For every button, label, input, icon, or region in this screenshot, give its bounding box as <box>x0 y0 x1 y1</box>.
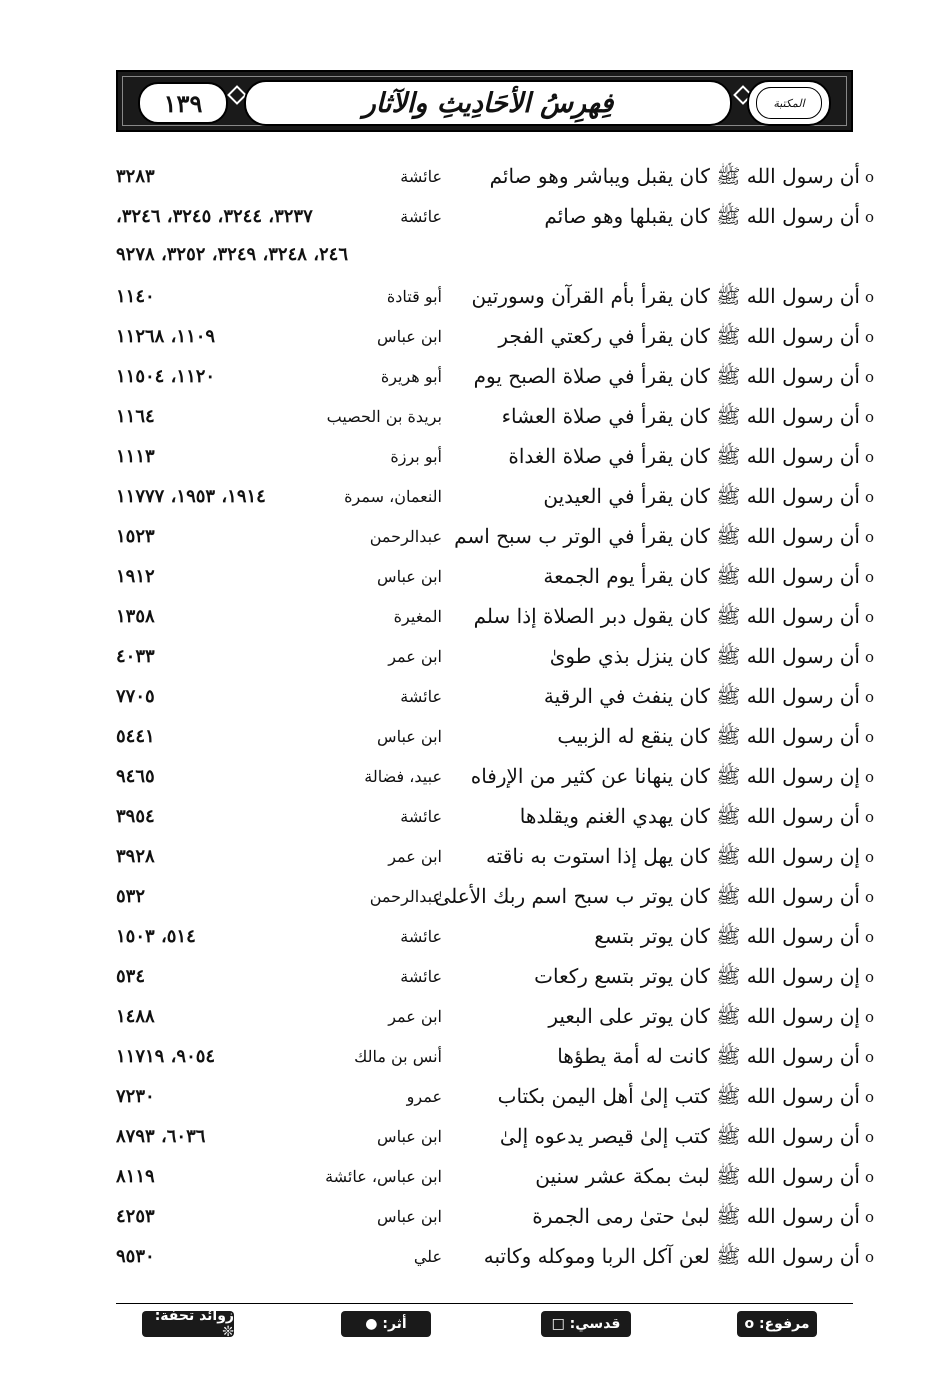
hadith-text <box>502 404 874 433</box>
legend-qudsi <box>541 1311 631 1337</box>
hadith-text <box>472 284 874 313</box>
narrator: عبدالرحمن <box>369 527 442 546</box>
hadith-text <box>434 884 874 913</box>
marfu-marker: o <box>864 488 874 506</box>
hadith-opening: أن رسول الله ﷺ كان ينزل بذي طوىٰ <box>549 644 860 668</box>
hadith-text <box>557 724 874 753</box>
reference-numbers: ٥٤٤١ <box>116 726 155 747</box>
narrator: أبو هريرة <box>380 367 442 386</box>
reference-numbers: ٧٧٠٥ <box>116 686 155 707</box>
hadith-text <box>535 1164 874 1193</box>
narrator: ابن عمر <box>388 847 442 866</box>
hadith-text <box>534 964 874 993</box>
reference-numbers: ١٣٥٨ <box>116 606 155 627</box>
hadith-text <box>544 684 874 713</box>
index-entry <box>112 524 874 558</box>
narrator: عمرو <box>406 1087 442 1106</box>
hadith-opening: أن رسول الله ﷺ كتب إلىٰ قيصر يدعوه إلىٰ <box>499 1124 860 1148</box>
index-entry <box>112 444 874 478</box>
marfu-marker: o <box>864 728 874 746</box>
hadith-opening: إن رسول الله ﷺ كان يهل إذا استوت به ناقته <box>486 844 860 868</box>
index-entry <box>112 1004 874 1038</box>
narrator: عائشة <box>400 167 442 186</box>
hadith-opening: إن رسول الله ﷺ كان يوتر بتسع ركعات <box>534 964 860 988</box>
reference-numbers: ١٩١٤، ١٩٥٣، ١١٧٧٧ <box>116 486 266 507</box>
hadith-opening: أن رسول الله ﷺ كان يقرأ يوم الجمعة <box>543 564 860 588</box>
page-number: ١٣٩ <box>163 88 203 118</box>
hadith-text <box>508 444 874 473</box>
marfu-marker: o <box>864 1048 874 1066</box>
hadith-text <box>532 1204 874 1233</box>
hadith-opening: أن رسول الله ﷺ كان يهدي الغنم ويقلدها <box>519 804 860 828</box>
reference-numbers: ٨١١٩ <box>116 1166 155 1187</box>
index-entry <box>112 844 874 878</box>
hadith-text <box>548 1004 874 1033</box>
hadith-opening: أن رسول الله ﷺ كان ينفث في الرقية <box>543 684 860 708</box>
marfu-marker: o <box>864 968 874 986</box>
reference-numbers: ٣٢٣٧، ٣٢٤٤، ٣٢٤٥، ٣٢٤٦، <box>116 206 313 227</box>
legend-athar-label: أثر: ● <box>365 1316 407 1332</box>
page-number-frame <box>138 82 228 124</box>
footer-rule <box>116 1303 853 1304</box>
index-entry <box>112 644 874 678</box>
legend-athar <box>341 1311 431 1337</box>
narrator: عبدالرحمن <box>369 887 442 906</box>
narrator: عبيد، فضالة <box>364 767 442 786</box>
narrator: المغيرة <box>393 607 442 626</box>
hadith-opening: أن رسول الله ﷺ لعن آكل الربا وموكله وكاتبه <box>483 1244 860 1268</box>
hadith-text <box>474 604 874 633</box>
reference-numbers: ١٥٢٣ <box>116 526 155 547</box>
hadith-text <box>557 1044 874 1073</box>
narrator: ابن عباس <box>377 1207 442 1226</box>
narrator: علي <box>413 1247 442 1266</box>
page-title: فِهرِسُ الأحَادِيثِ والآثار <box>362 87 614 119</box>
hadith-text <box>550 644 874 673</box>
reference-numbers: ٥٣٤ <box>116 966 146 987</box>
narrator: ابن عمر <box>388 1007 442 1026</box>
marfu-marker: o <box>864 1208 874 1226</box>
index-entry <box>112 1124 874 1158</box>
hadith-opening: أن رسول الله ﷺ لبث بمكة عشر سنين <box>535 1164 860 1188</box>
hadith-text <box>520 804 874 833</box>
hadith-text <box>474 364 874 393</box>
hadith-text <box>498 1084 874 1113</box>
reference-numbers: ٩٠٥٤، ١١٧١٩ <box>116 1046 216 1067</box>
marfu-marker: o <box>864 208 874 226</box>
narrator: ابن عباس، عائشة <box>325 1167 442 1186</box>
marfu-marker: o <box>864 888 874 906</box>
hadith-text <box>594 924 874 953</box>
hadith-opening: أن رسول الله ﷺ كتب إلىٰ أهل اليمن بكتاب <box>497 1084 860 1108</box>
reference-numbers: ٥٣٢ <box>116 886 146 907</box>
narrator: عائشة <box>400 807 442 826</box>
hadith-opening: أن رسول الله ﷺ كان يقرأ في العيدين <box>543 484 860 508</box>
narrator: أنس بن مالك <box>354 1047 442 1066</box>
marfu-marker: o <box>864 288 874 306</box>
hadith-text <box>543 484 874 513</box>
reference-numbers: ٩٥٣٠ <box>116 1246 155 1267</box>
index-entry <box>112 884 874 918</box>
index-entry <box>112 1244 874 1278</box>
reference-numbers: ٣٢٨٣ <box>116 166 155 187</box>
marfu-marker: o <box>864 608 874 626</box>
index-entry <box>112 164 874 198</box>
index-entry <box>112 964 874 998</box>
reference-numbers: ١١٢٠، ١١٥٠٤ <box>116 366 216 387</box>
reference-numbers: ١١٤٠ <box>116 286 155 307</box>
narrator: ابن عباس <box>377 1127 442 1146</box>
hadith-opening: أن رسول الله ﷺ لبىٰ حتىٰ رمى الجمرة <box>532 1204 860 1228</box>
hadith-text <box>454 524 874 553</box>
reference-numbers: ١١١٣ <box>116 446 155 467</box>
reference-numbers: ١٤٨٨ <box>116 1006 155 1027</box>
hadith-text <box>486 844 874 873</box>
hadith-opening: أن رسول الله ﷺ كان يقرأ في الوتر ب سبح اسم <box>454 524 860 548</box>
index-entry <box>112 204 874 238</box>
reference-numbers: ٧٢٣٠ <box>116 1086 155 1107</box>
reference-numbers: ٤٢٥٣ <box>116 1206 155 1227</box>
index-entry <box>112 284 874 318</box>
index-entry <box>112 484 874 518</box>
index-entry <box>112 324 874 358</box>
hadith-text <box>484 1244 874 1273</box>
hadith-text <box>543 564 874 593</box>
reference-numbers: ٣٩٥٤ <box>116 806 155 827</box>
hadith-text <box>500 1124 874 1153</box>
narrator: عائشة <box>400 207 442 226</box>
narrator: ابن عمر <box>388 647 442 666</box>
narrator: عائشة <box>400 687 442 706</box>
narrator: النعمان، سمرة <box>344 487 442 506</box>
hadith-opening: إن رسول الله ﷺ كان يوتر على البعير <box>548 1004 860 1028</box>
marfu-marker: o <box>864 168 874 186</box>
legend-zawaid <box>142 1308 234 1340</box>
index-entry <box>112 764 874 798</box>
reference-numbers: ٦٠٣٦، ٨٧٩٣ <box>116 1126 206 1147</box>
narrator: عائشة <box>400 927 442 946</box>
index-entry <box>112 684 874 718</box>
marfu-marker: o <box>864 848 874 866</box>
index-entry <box>112 564 874 598</box>
index-entry <box>112 404 874 438</box>
marfu-marker: o <box>864 568 874 586</box>
marfu-marker: o <box>864 368 874 386</box>
marfu-marker: o <box>864 808 874 826</box>
narrator: ابن عباس <box>377 727 442 746</box>
marfu-marker: o <box>864 648 874 666</box>
reference-numbers: ٩٤٦٥ <box>116 766 155 787</box>
hadith-text <box>490 164 874 193</box>
index-entry <box>112 1044 874 1078</box>
narrator: ابن عباس <box>377 327 442 346</box>
narrator: بريدة بن الحصيب <box>326 407 442 426</box>
hadith-text <box>498 324 874 353</box>
index-entry <box>112 1204 874 1238</box>
reference-numbers-continued: ٢٤٦، ٣٢٤٨، ٣٢٤٩، ٣٢٥٢، ٩٢٧٨ <box>116 244 349 265</box>
reference-numbers: ١١٠٩، ١١٢٦٨ <box>116 326 216 347</box>
hadith-opening: أن رسول الله ﷺ كان يوتر ب سبح اسم ربك الأعلىٰ <box>434 884 860 908</box>
reference-numbers: ٥١٤، ١٥٠٣ <box>116 926 196 947</box>
index-entry <box>112 1164 874 1198</box>
title-frame <box>244 80 732 126</box>
page-header <box>116 70 853 132</box>
index-entry <box>112 924 874 958</box>
hadith-opening: أن رسول الله ﷺ كان ينقع له الزبيب <box>557 724 860 748</box>
reference-numbers: ١٩١٢ <box>116 566 155 587</box>
narrator: عائشة <box>400 967 442 986</box>
reference-numbers: ٣٩٢٨ <box>116 846 155 867</box>
hadith-opening: إن رسول الله ﷺ كان ينهانا عن كثير من الإرفاه <box>470 764 860 788</box>
marfu-marker: o <box>864 928 874 946</box>
marfu-marker: o <box>864 1168 874 1186</box>
emblem-text: المكتبة <box>773 96 805 110</box>
legend-zawaid-label: زوائد تحفة: ❊ <box>154 1308 234 1340</box>
index-entry <box>112 804 874 838</box>
hadith-opening: أن رسول الله ﷺ كان يقبل ويباشر وهو صائم <box>489 164 860 188</box>
marfu-marker: o <box>864 1088 874 1106</box>
marfu-marker: o <box>864 528 874 546</box>
narrator: ابن عباس <box>377 567 442 586</box>
marfu-marker: o <box>864 1008 874 1026</box>
marfu-marker: o <box>864 408 874 426</box>
marfu-marker: o <box>864 688 874 706</box>
hadith-opening: أن رسول الله ﷺ كان يوتر بتسع <box>594 924 860 948</box>
legend-qudsi-label: قدسي: □ <box>551 1316 621 1332</box>
hadith-opening: أن رسول الله ﷺ كان يقرأ في صلاة الصبح يوم <box>473 364 860 388</box>
hadith-text <box>544 204 874 233</box>
marfu-marker: o <box>864 1248 874 1266</box>
hadith-opening: أن رسول الله ﷺ كان يقرأ بأم القرآن وسورتين <box>471 284 860 308</box>
hadith-opening: أن رسول الله ﷺ كان يقبلها وهو صائم <box>544 204 860 228</box>
hadith-opening: أن رسول الله ﷺ كان يقرأ في ركعتي الفجر <box>498 324 860 348</box>
narrator: أبو قتادة <box>386 287 442 306</box>
index-entry <box>112 604 874 638</box>
narrator: أبو برزة <box>390 447 442 466</box>
legend-marfu <box>737 1311 817 1337</box>
reference-numbers: ١١٦٤ <box>116 406 155 427</box>
hadith-text <box>471 764 874 793</box>
index-entry <box>112 1084 874 1118</box>
hadith-opening: أن رسول الله ﷺ كان يقرأ في صلاة العشاء <box>501 404 860 428</box>
publisher-emblem <box>747 80 831 126</box>
marfu-marker: o <box>864 448 874 466</box>
reference-numbers: ٤٠٣٣ <box>116 646 155 667</box>
marfu-marker: o <box>864 1128 874 1146</box>
marfu-marker: o <box>864 328 874 346</box>
legend-marfu-label: مرفوع: o <box>744 1316 810 1332</box>
index-entry <box>112 364 874 398</box>
index-entry <box>112 724 874 758</box>
hadith-opening: أن رسول الله ﷺ كانت له أمة يطؤها <box>557 1044 860 1068</box>
marfu-marker: o <box>864 768 874 786</box>
hadith-opening: أن رسول الله ﷺ كان يقرأ في صلاة الغداة <box>508 444 860 468</box>
emblem-seal <box>756 87 822 119</box>
hadith-opening: أن رسول الله ﷺ كان يقول دبر الصلاة إذا سلم <box>473 604 860 628</box>
